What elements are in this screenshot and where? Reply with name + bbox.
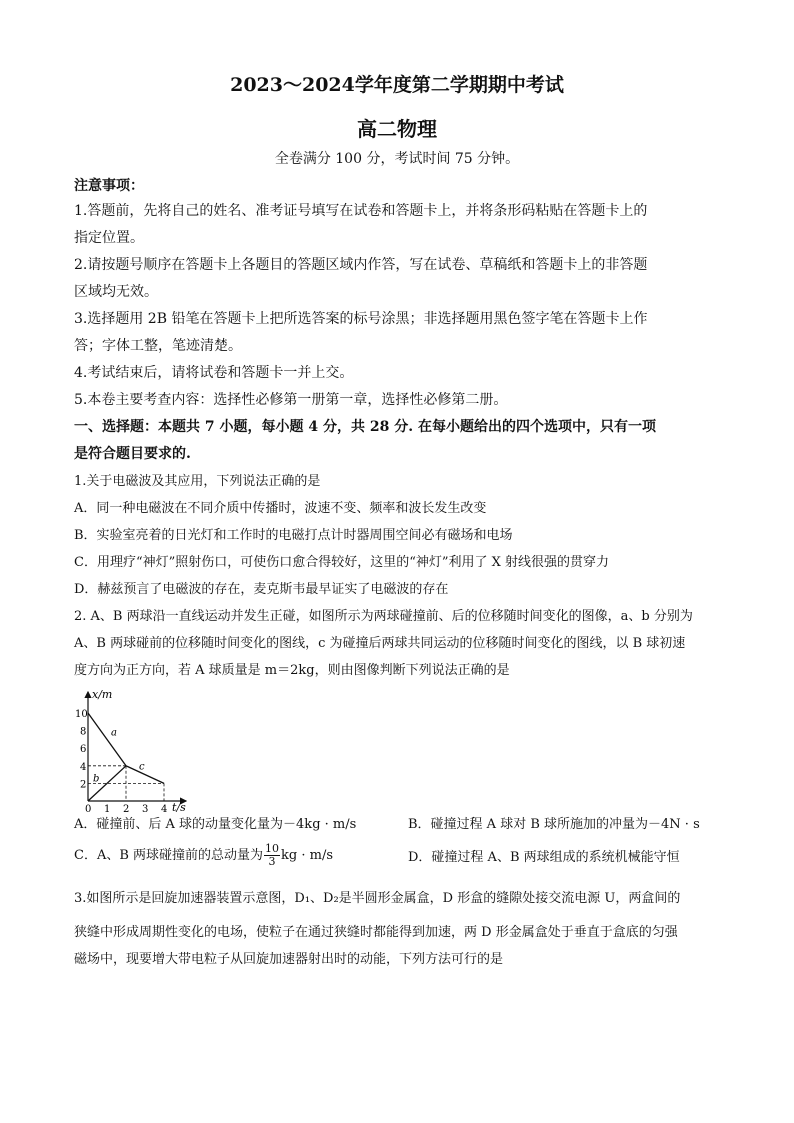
x-axis-label: t/s	[172, 801, 186, 812]
q1-option-b: B．实验室亮着的日光灯和工作时的电磁打点计时器周围空间必有磁场和电场	[74, 528, 513, 543]
q3-stem-line-3: 磁场中，现要增大带电粒子从回旋加速器射出时的动能，下列方法可行的是	[74, 952, 504, 967]
q2-option-d: D．碰撞过程 A、B 两球组成的系统机械能守恒	[408, 850, 680, 865]
q1-option-c: C．用理疗“神灯”照射伤口，可使伤口愈合得较好，这里的“神灯”利用了 X 射线很强的贯穿力	[74, 555, 610, 570]
full-marks-note: 全卷满分 100 分，考试时间 75 分钟。	[274, 151, 520, 167]
section-1-heading-line-2: 是符合题目要求的.	[74, 446, 191, 462]
notice-heading: 注意事项：	[74, 178, 144, 194]
series-label-b: b	[93, 773, 100, 785]
notice-item-1-line-1: 1.答题前，先将自己的姓名、准考证号填写在试卷和答题卡上，并将条形码粘贴在答题卡上的	[74, 203, 648, 219]
notice-item-2-line-1: 2.请按题号顺序在答题卡上各题目的答题区域内作答，写在试卷、草稿纸和答题卡上的非答题	[74, 257, 648, 273]
tick-labels	[75, 709, 167, 812]
x-tick-label-2: 2	[123, 804, 130, 812]
q1-option-a: A．同一种电磁波在不同介质中传播时，波速不变、频率和波长发生改变	[74, 501, 487, 516]
q2-option-c-prefix: C．A、B 两球碰撞前的总动量为	[74, 848, 264, 863]
y-tick-label-2: 2	[80, 779, 87, 791]
y-tick-label-8: 8	[80, 726, 87, 738]
series-line-c	[126, 766, 164, 784]
q2-option-c-fraction	[264, 843, 280, 868]
series-label-c: c	[139, 761, 145, 773]
y-axis-label: x/m	[92, 688, 113, 701]
q2-option-c-suffix: kg · m/s	[281, 848, 334, 863]
subject-title: 高二物理	[357, 117, 437, 141]
y-tick-label-10: 10	[75, 709, 88, 720]
q1-stem: 1.关于电磁波及其应用，下列说法正确的是	[74, 474, 321, 489]
notice-item-2-line-2: 区域均无效。	[74, 284, 158, 300]
q1-option-d: D．赫兹预言了电磁波的存在，麦克斯韦最早证实了电磁波的存在	[74, 582, 449, 597]
q3-stem-line-1: 3.如图所示是回旋加速器装置示意图，D₁、D₂是半圆形金属盒，D 形盒的缝隙处接交流电源 U，两盒间的	[74, 891, 681, 906]
q2-stem-line-2: A、B 两球碰前的位移随时间变化的图线，c 为碰撞后两球共同运动的位移随时间变化的图线，以 B 球初速	[74, 636, 686, 651]
notice-item-3-line-2: 答；字体工整，笔迹清楚。	[74, 338, 242, 354]
q2-xt-graph	[74, 686, 204, 812]
q2-stem-line-3: 度方向为正方向，若 A 球质量是 m＝2kg，则由图像判断下列说法正确的是	[74, 663, 510, 678]
fraction-numerator: 10	[265, 842, 280, 855]
y-tick-label-4: 4	[80, 761, 87, 773]
section-1-heading-line-1: 一、选择题：本题共 7 小题，每小题 4 分，共 28 分. 在每小题给出的四个选项中，只有一项	[74, 419, 656, 435]
q2-stem-line-1: 2. A、B 两球沿一直线运动并发生正碰，如图所示为两球碰撞前、后的位移随时间变化的图像，a、b 分别为	[74, 609, 693, 624]
q2-option-b: B．碰撞过程 A 球对 B 球所施加的冲量为－4N · s	[408, 817, 700, 832]
q2-option-c	[74, 843, 333, 868]
exam-title: 2023～2024学年度第二学期期中考试	[230, 74, 564, 96]
x-tick-label-3: 3	[142, 804, 149, 812]
series-line-a	[88, 713, 126, 766]
notice-item-4: 4.考试结束后，请将试卷和答题卡一并上交。	[74, 365, 354, 381]
series-label-a: a	[111, 727, 117, 739]
fraction-denominator: 3	[268, 855, 276, 868]
notice-item-3-line-1: 3.选择题用 2B 铅笔在答题卡上把所选答案的标号涂黑；非选择题用黑色签字笔在答题卡上作	[74, 311, 648, 327]
x-tick-label-1: 1	[104, 804, 111, 812]
x-tick-label-4: 4	[161, 804, 168, 812]
q3-stem-line-2: 狭缝中形成周期性变化的电场，使粒子在通过狭缝时都能得到加速，两 D 形金属盒处于垂直于盒底的匀强	[74, 925, 678, 940]
q2-option-a: A．碰撞前、后 A 球的动量变化量为－4kg · m/s	[74, 817, 357, 832]
notice-item-1-line-2: 指定位置。	[74, 230, 144, 246]
y-tick-label-6: 6	[80, 744, 87, 756]
x-tick-label-0: 0	[85, 804, 92, 812]
notice-item-5: 5.本卷主要考查内容：选择性必修第一册第一章，选择性必修第二册。	[74, 392, 508, 408]
